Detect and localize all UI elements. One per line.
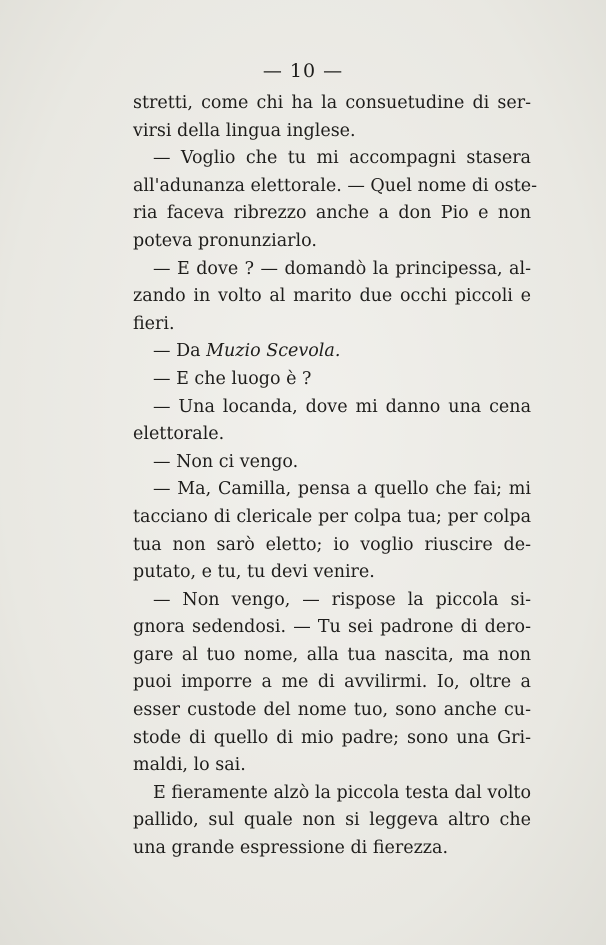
osteria-name: Muzio Scevola. bbox=[206, 341, 341, 362]
text-line bbox=[133, 338, 531, 366]
page-number: — 10 — bbox=[262, 60, 344, 82]
text-line: — E dove ? — domandò la principessa, al- bbox=[153, 258, 531, 279]
text-line: — Una locanda, dove mi danno una cena bbox=[153, 396, 531, 417]
text-line: tua non sarò eletto; io voglio riuscire de- bbox=[133, 534, 531, 555]
text-line: poteva pronunziarlo. bbox=[133, 230, 317, 251]
text-line: tacciano di clericale per colpa tua; per colpa bbox=[133, 506, 531, 527]
text-line: ria faceva ribrezzo anche a don Pio e non bbox=[133, 203, 531, 224]
text-line: pallido, sul quale non si leggeva altro che bbox=[133, 810, 531, 831]
text-line: stode di quello di mio padre; sono una Gri- bbox=[133, 727, 531, 748]
text-line: E fieramente alzò la piccola testa dal volto bbox=[153, 782, 531, 803]
text-line: — E che luogo è ? bbox=[153, 368, 312, 389]
text-line: una grande espressione di fierezza. bbox=[133, 838, 449, 859]
text-line: gare al tuo nome, alla tua nascita, ma non bbox=[133, 644, 531, 665]
text-line: elettorale. bbox=[133, 424, 225, 445]
text-line: — Voglio che tu mi accompagni stasera bbox=[153, 148, 531, 169]
text-line: putato, e tu, tu devi venire. bbox=[133, 562, 375, 583]
text-line: esser custode del nome tuo, sono anche cu- bbox=[133, 700, 531, 721]
text-line: — Ma, Camilla, pensa a quello che fai; mi bbox=[153, 479, 531, 500]
text-line: — Non vengo, — rispose la piccola si- bbox=[153, 589, 531, 610]
text-line: zando in volto al marito due occhi piccoli e bbox=[133, 286, 531, 307]
text-line: maldi, lo sai. bbox=[133, 755, 246, 776]
text-line: gnora sedendosi. — Tu sei padrone di dero- bbox=[133, 617, 531, 638]
text-line: — Non ci vengo. bbox=[153, 451, 299, 472]
text-line: virsi della lingua inglese. bbox=[133, 120, 356, 141]
text-line: all'adunanza elettorale. — Quel nome di oste- bbox=[133, 175, 538, 196]
body-text bbox=[133, 90, 538, 863]
text-line: puoi imporre a me di avvilirmi. Io, oltre a bbox=[133, 672, 531, 693]
text-line: fieri. bbox=[133, 313, 175, 334]
dialogue-lead: — Da bbox=[153, 341, 201, 362]
text-line: stretti, come chi ha la consuetudine di ser- bbox=[133, 93, 531, 113]
